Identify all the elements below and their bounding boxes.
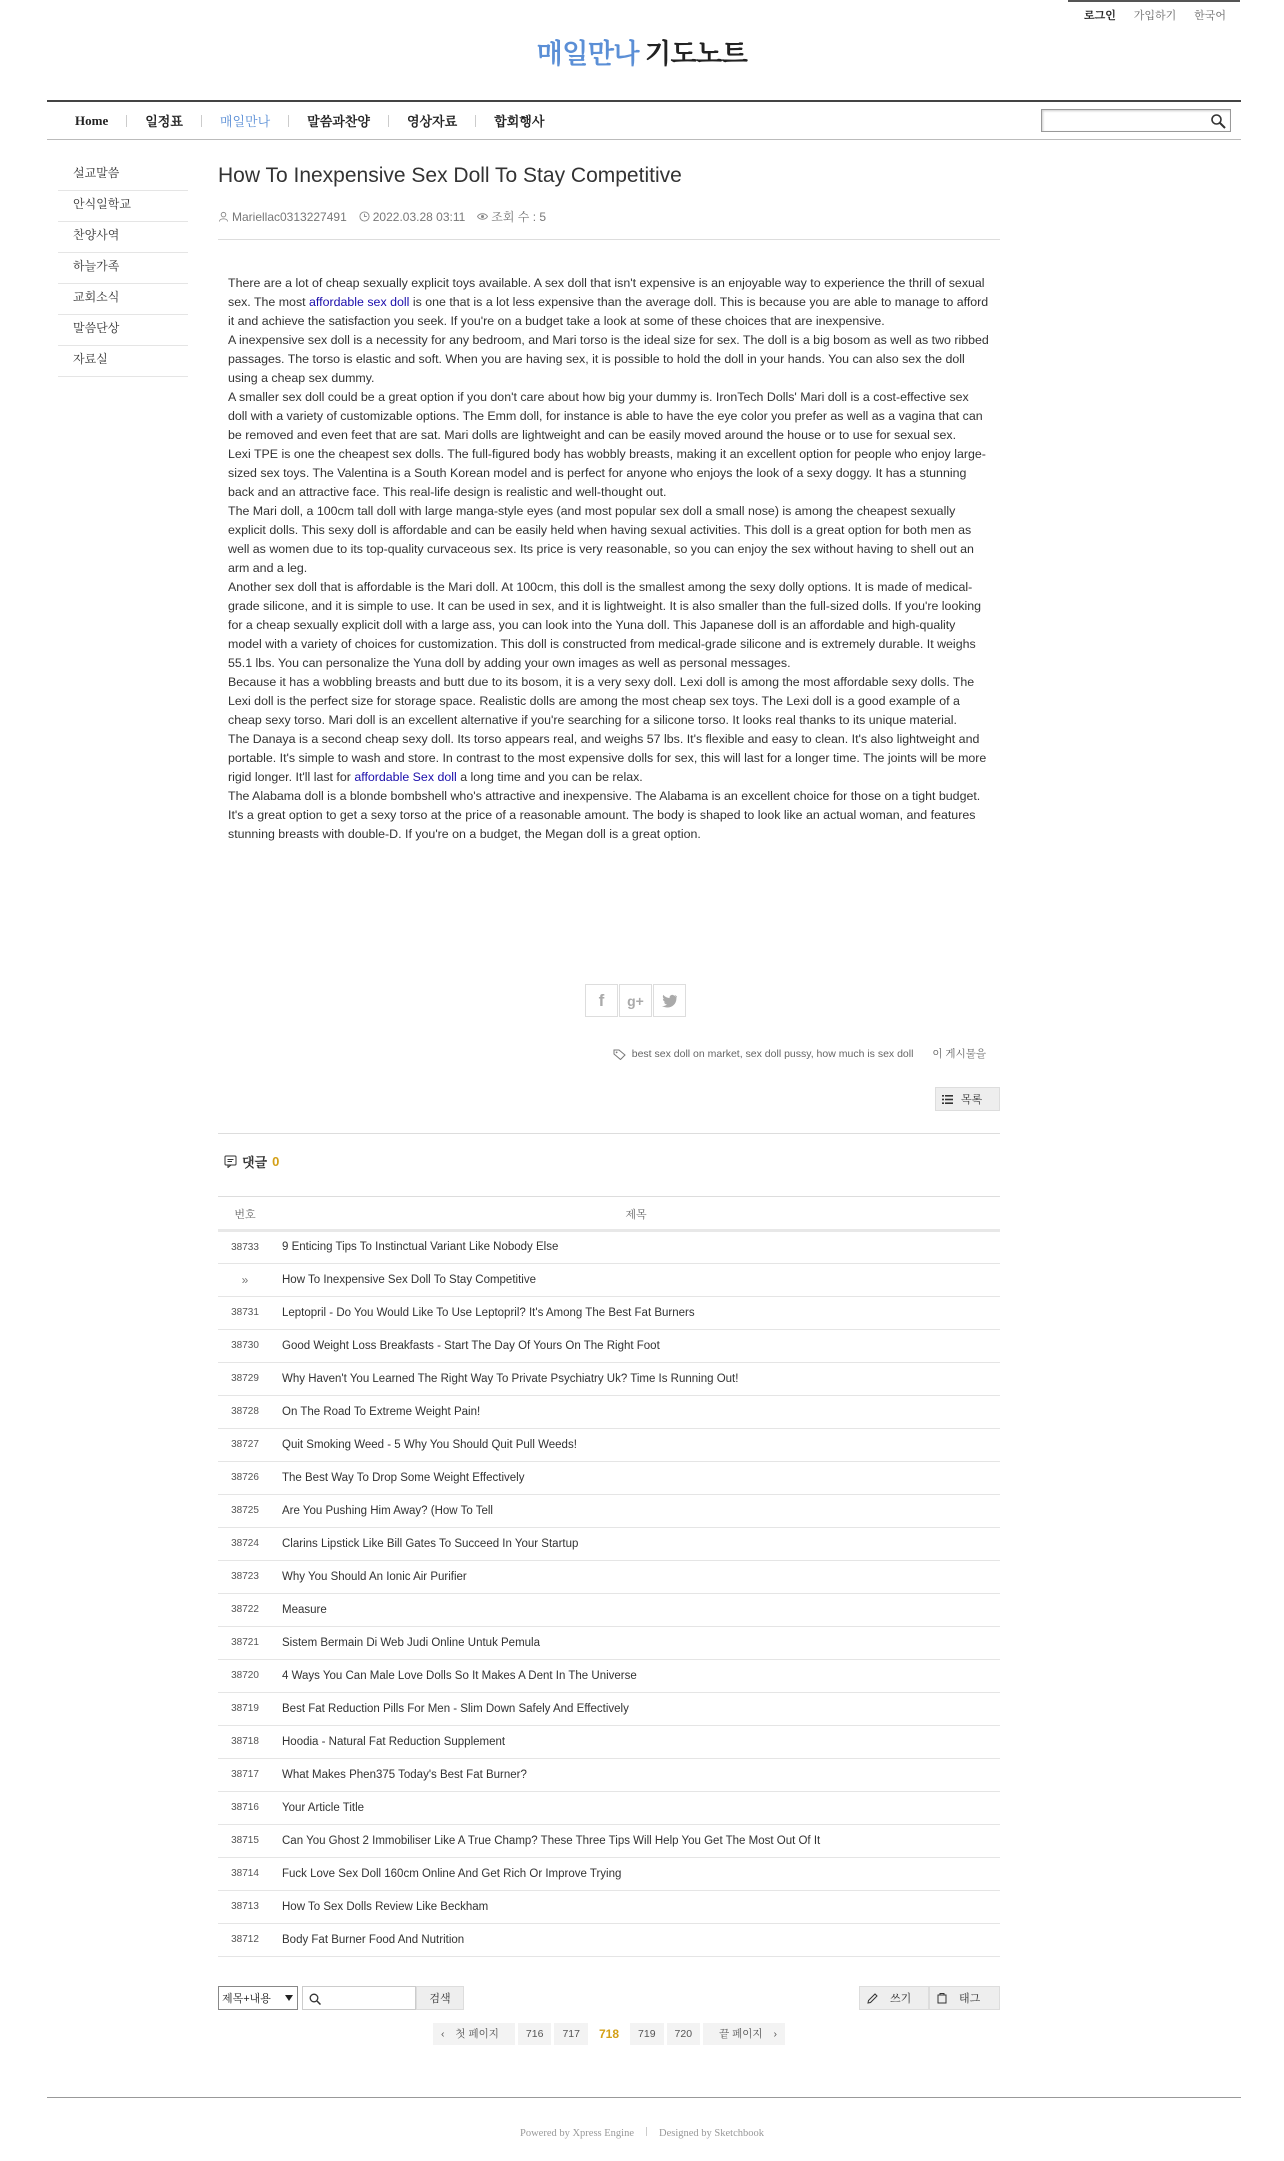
divider xyxy=(218,1196,1000,1197)
row-number: 38730 xyxy=(218,1329,272,1362)
tag-icon xyxy=(613,1049,626,1060)
sidebar-item-archive[interactable]: 자료실 xyxy=(58,346,188,377)
search-icon xyxy=(309,1993,321,2005)
table-row[interactable] xyxy=(218,1890,1000,1923)
row-title-link[interactable]: How To Inexpensive Sex Doll To Stay Competitive xyxy=(272,1263,1000,1296)
comments-header xyxy=(224,1152,279,1171)
row-title-link[interactable]: The Best Way To Drop Some Weight Effectively xyxy=(272,1461,1000,1494)
page-716[interactable]: 716 xyxy=(518,2023,552,2045)
post-paragraph: A smaller sex doll could be a great option if you don't care about how big your dummy is. IronTech Dolls' Mari doll is a cost-effective sex doll with a variety of customizable options. The Emm doll, for instance is able to have the eye color you prefer as well as a vagina that can be removed and even feet that are sat. Mari dolls are lightweight and can be easily moved around the house or to use for sexual sex. xyxy=(228,390,983,442)
nav-item-schedule[interactable] xyxy=(108,111,183,130)
row-title-link[interactable]: Are You Pushing Him Away? (How To Tell xyxy=(272,1494,1000,1527)
column-header-number: 번호 xyxy=(218,1200,272,1230)
pencil-icon xyxy=(867,1993,878,2004)
table-row[interactable] xyxy=(218,1329,1000,1362)
post-paragraph: There are a lot of cheap sexually explicit toys available. A sex doll that isn't expensive is an enjoyable way to experience the thrill of sexual sex. The most affordable sex doll is one that is a lot less expensive than the average doll. This is because you are able to manage to afford it and achieve the satisfaction you seek. If you're on a budget take a look at some of these choices that are inexpensive. xyxy=(228,276,989,328)
logo-dark-text: 기도노트 xyxy=(645,39,748,69)
table-row[interactable] xyxy=(218,1791,1000,1824)
board-controls xyxy=(218,1986,1000,2010)
post-body xyxy=(218,240,1000,844)
nav-item-events[interactable] xyxy=(457,111,544,130)
post-meta xyxy=(218,208,1000,240)
row-title-link[interactable]: 9 Enticing Tips To Instinctual Variant Like Nobody Else xyxy=(272,1230,1000,1263)
nav-label: 영상자료 xyxy=(406,114,458,129)
post-title[interactable]: How To Inexpensive Sex Doll To Stay Competitive xyxy=(218,164,682,187)
row-title-link[interactable]: What Makes Phen375 Today's Best Fat Burner? xyxy=(272,1758,1000,1791)
table-row[interactable] xyxy=(218,1857,1000,1890)
nav-item-video[interactable] xyxy=(370,111,457,130)
row-title-link[interactable]: Why You Should An Ionic Air Purifier xyxy=(272,1560,1000,1593)
nav-label: Home xyxy=(75,112,109,128)
post-views xyxy=(477,208,546,225)
post-tags xyxy=(218,1046,1000,1061)
search-icon[interactable] xyxy=(1210,113,1226,129)
site-search xyxy=(1041,109,1231,132)
user-icon xyxy=(218,211,229,222)
post-paragraph: Because it has a wobbling breasts and butt due to its bosom, it is a very sexy doll. Lexi doll is among the most affordable sexy dolls. The Lexi doll is the perfect size for storage space. Realistic dolls are among the most cheap sex toys. The Lexi doll is a good example of a cheap sexy torso. Mari doll is an excellent alternative if you're searching for a silicone torso. It looks real thanks to its unique material. xyxy=(228,675,975,727)
login-link[interactable]: 로그인 xyxy=(1084,10,1116,22)
row-title-link[interactable]: 4 Ways You Can Male Love Dolls So It Makes A Dent In The Universe xyxy=(272,1659,1000,1692)
row-number: 38733 xyxy=(218,1230,272,1263)
nav-item-daily-manna[interactable] xyxy=(183,111,270,130)
row-title-link[interactable]: Fuck Love Sex Doll 160cm Online And Get Rich Or Improve Trying xyxy=(272,1857,1000,1890)
search-target-select[interactable] xyxy=(218,1986,298,2010)
board-table xyxy=(218,1200,1000,1957)
tag-bag-icon xyxy=(937,1992,947,2004)
table-row[interactable] xyxy=(218,1428,1000,1461)
row-title-link[interactable]: Can You Ghost 2 Immobiliser Like A True Champ? These Three Tips Will Help You Get The Most Out Of It xyxy=(272,1824,1000,1857)
page-717[interactable]: 717 xyxy=(554,2023,588,2045)
row-number: 38718 xyxy=(218,1725,272,1758)
table-row[interactable] xyxy=(218,1560,1000,1593)
sidebar-item-sermon[interactable]: 설교말씀 xyxy=(58,160,188,191)
post-paragraph: The Mari doll, a 100cm tall doll with large manga-style eyes (and most popular sex doll a small nose) is among the cheapest sexually explicit dolls. This sexy doll is affordable and can be easily held when having sexual activities. This doll is a great option for both men as well as women due to its top-quality curvaceous sex. Its price is very reasonable, so you can enjoy the sex without having to shell out an arm and a leg. xyxy=(228,504,974,575)
nav-item-word-praise[interactable] xyxy=(270,111,370,130)
page-720[interactable]: 720 xyxy=(667,2023,701,2045)
table-row[interactable] xyxy=(218,1263,1000,1296)
nav-label: 말씀과찬양 xyxy=(307,114,370,129)
clock-icon xyxy=(359,211,370,222)
row-title-link[interactable]: Measure xyxy=(272,1593,1000,1626)
row-number: 38716 xyxy=(218,1791,272,1824)
tag-button[interactable] xyxy=(929,1986,1000,2010)
row-number: 38727 xyxy=(218,1428,272,1461)
table-row[interactable] xyxy=(218,1395,1000,1428)
row-title-link[interactable]: Why Haven't You Learned The Right Way To Private Psychiatry Uk? Time Is Running Out! xyxy=(272,1362,1000,1395)
table-row[interactable] xyxy=(218,1659,1000,1692)
row-number: 38715 xyxy=(218,1824,272,1857)
google-plus-icon[interactable]: g+ xyxy=(619,984,652,1017)
page-719[interactable]: 719 xyxy=(630,2023,664,2045)
row-number: 38723 xyxy=(218,1560,272,1593)
share-buttons xyxy=(585,984,686,1017)
logo-blue-text: 매일만나 xyxy=(536,39,639,69)
post-date xyxy=(359,208,466,225)
board-header-row xyxy=(218,1200,1000,1230)
affordable-sex-doll-link[interactable]: affordable sex doll xyxy=(309,295,410,309)
row-title-link[interactable]: Your Article Title xyxy=(272,1791,1000,1824)
row-number: » xyxy=(218,1263,272,1296)
table-row[interactable] xyxy=(218,1461,1000,1494)
designed-by-link[interactable]: Designed by Sketchbook xyxy=(659,2128,765,2139)
post-paragraph: The Danaya is a second cheap sexy doll. Its torso appears real, and weighs 57 lbs. It's flexible and easy to clean. It's also lightweight and portable. It's simple to wash and store. In contrast to the most expensive dolls for sex, this will last for a longer time. The joints will be more rigid longer. It'll last for affordable Sex doll a long time and you can be relax. xyxy=(228,732,987,784)
list-button[interactable] xyxy=(935,1087,1000,1111)
row-number: 38731 xyxy=(218,1296,272,1329)
nav-label: 합회행사 xyxy=(494,114,545,129)
row-title-link[interactable]: Sistem Bermain Di Web Judi Online Untuk Pemula xyxy=(272,1626,1000,1659)
nav-label: 매일만나 xyxy=(219,114,271,129)
footer xyxy=(0,2127,1284,2139)
table-row[interactable] xyxy=(218,1230,1000,1263)
footer-divider-bar xyxy=(646,2127,647,2136)
main-content xyxy=(218,160,1000,2041)
post-author-name: Mariellac0313227491 xyxy=(232,209,347,224)
table-row[interactable] xyxy=(218,1725,1000,1758)
row-number: 38729 xyxy=(218,1362,272,1395)
row-title-link[interactable]: Hoodia - Natural Fat Reduction Supplement xyxy=(272,1725,1000,1758)
row-number: 38724 xyxy=(218,1527,272,1560)
table-row[interactable] xyxy=(218,1923,1000,1956)
eye-icon xyxy=(477,211,488,222)
post-date-text: 2022.03.28 03:11 xyxy=(372,209,466,224)
row-title-link[interactable]: Body Fat Burner Food And Nutrition xyxy=(272,1923,1000,1956)
sidebar-item-news[interactable]: 교회소식 xyxy=(58,284,188,315)
nav-divider xyxy=(288,115,289,127)
row-number: 38720 xyxy=(218,1659,272,1692)
search-button[interactable]: 검색 xyxy=(416,1986,464,2010)
row-number: 38717 xyxy=(218,1758,272,1791)
twitter-icon[interactable] xyxy=(653,984,686,1017)
tag-list[interactable]: best sex doll on market, sex doll pussy, how much is sex doll xyxy=(631,1048,914,1060)
nav-divider xyxy=(475,115,476,127)
row-number: 38728 xyxy=(218,1395,272,1428)
first-page-button[interactable]: ‹ 첫 페이지 xyxy=(433,2023,515,2045)
row-title-link[interactable]: Leptopril - Do You Would Like To Use Leptopril? It's Among The Best Fat Burners xyxy=(272,1296,1000,1329)
table-row[interactable] xyxy=(218,1758,1000,1791)
last-page-button[interactable]: 끝 페이지 › xyxy=(703,2023,785,2045)
language-link[interactable]: 한국어 xyxy=(1194,10,1226,22)
row-number: 38712 xyxy=(218,1923,272,1956)
post-paragraph: A inexpensive sex doll is a necessity for any bedroom, and Mari torso is the ideal size for sex. The doll is a big bosom as well as two ribbed passages. The torso is elastic and soft. When you are having sex, it is possible to hold the doll in your hands. You can also sex the doll using a cheap sex dummy. xyxy=(228,333,989,385)
facebook-icon[interactable]: f xyxy=(585,984,618,1017)
row-number: 38714 xyxy=(218,1857,272,1890)
divider xyxy=(218,1133,1000,1134)
comments-label: 댓글 xyxy=(242,1155,268,1170)
row-title-link[interactable]: Best Fat Reduction Pills For Men - Slim Down Safely And Effectively xyxy=(272,1692,1000,1725)
sidebar-item-praise[interactable]: 찬양사역 xyxy=(58,222,188,253)
site-logo[interactable] xyxy=(0,32,1284,71)
nav-divider xyxy=(201,115,202,127)
comment-icon xyxy=(224,1155,237,1168)
write-button-label: 쓰기 xyxy=(890,1993,912,2005)
table-row[interactable] xyxy=(218,1527,1000,1560)
signup-link[interactable]: 가입하기 xyxy=(1133,10,1177,22)
table-row[interactable] xyxy=(218,1626,1000,1659)
list-icon xyxy=(942,1095,953,1104)
post-paragraph: Another sex doll that is affordable is the Mari doll. At 100cm, this doll is the smallest among the sexy dolly options. It is made of medical-grade silicone, and it is simple to use. It can be used in sex, and it is lightweight. It is also smaller than the full-sized dolls. If you're looking for a cheap sexually explicit doll with a large ass, you can look into the Yuna doll. This Japanese doll is an affordable and high-quality model with a variety of choices for customization. This doll is constructed from medical-grade silicone and is extremely durable. It weighs 55.1 lbs. You can personalize the Yuna doll by adding your own images as well as personal messages. xyxy=(228,580,982,670)
row-title-link[interactable]: Clarins Lipstick Like Bill Gates To Succeed In Your Startup xyxy=(272,1527,1000,1560)
nav-label: 일정표 xyxy=(145,114,183,129)
sidebar-item-sabbath-school[interactable]: 안식일학교 xyxy=(58,191,188,222)
footer-divider xyxy=(47,2097,1241,2098)
comments-count: 0 xyxy=(272,1154,280,1169)
write-button[interactable] xyxy=(859,1986,929,2010)
nav-item-home[interactable] xyxy=(75,113,108,129)
post-views-text: 조회 수 : 5 xyxy=(491,210,547,224)
sidebar-item-reflection[interactable]: 말씀단상 xyxy=(58,315,188,346)
table-row[interactable] xyxy=(218,1362,1000,1395)
row-number: 38713 xyxy=(218,1890,272,1923)
other-posts-link[interactable]: 이 게시물을 xyxy=(932,1048,986,1060)
row-number: 38725 xyxy=(218,1494,272,1527)
nav-divider xyxy=(388,115,389,127)
site-search-input[interactable] xyxy=(1042,110,1202,131)
sidebar xyxy=(58,160,188,377)
row-title-link[interactable]: Quit Smoking Weed - 5 Why You Should Quit Pull Weeds! xyxy=(272,1428,1000,1461)
list-button-label: 목록 xyxy=(961,1094,983,1106)
powered-by-link[interactable]: Powered by Xpress Engine xyxy=(519,2128,635,2139)
row-number: 38719 xyxy=(218,1692,272,1725)
row-number: 38726 xyxy=(218,1461,272,1494)
post-paragraph: Lexi TPE is one the cheapest sex dolls. The full-figured body has wobbly breasts, making it an excellent option for people who enjoy large-sized sex toys. The Valentina is a South Korean model and is perfect for anyone who enjoys the look of a sexy doggy. It has a stunning back and an attractive face. This real-life design is realistic and well-thought out. xyxy=(228,447,986,499)
table-row[interactable] xyxy=(218,1593,1000,1626)
pagination xyxy=(218,2023,1000,2045)
tag-button-label: 태그 xyxy=(959,1993,981,2005)
sidebar-item-family[interactable]: 하늘가족 xyxy=(58,253,188,284)
table-row[interactable] xyxy=(218,1296,1000,1329)
row-title-link[interactable]: Good Weight Loss Breakfasts - Start The Day Of Yours On The Right Foot xyxy=(272,1329,1000,1362)
search-target-value: 제목+내용 xyxy=(222,1993,271,2005)
utility-bar xyxy=(1068,0,1240,24)
post-paragraph: The Alabama doll is a blonde bombshell who's attractive and inexpensive. The Alabama is an excellent choice for those on a tight budget. It's a great option to get a sexy torso at the price of a reasonable amount. The body is shaped to look like an actual woman, and features stunning breasts with double-D. If you're on a budget, the Megan doll is a great option. xyxy=(228,789,981,841)
main-nav xyxy=(47,100,1241,140)
affordable-sex-doll-link-2[interactable]: affordable Sex doll xyxy=(354,770,457,784)
nav-divider xyxy=(126,115,127,127)
row-number: 38721 xyxy=(218,1626,272,1659)
row-title-link[interactable]: How To Sex Dolls Review Like Beckham xyxy=(272,1890,1000,1923)
table-row[interactable] xyxy=(218,1824,1000,1857)
page-current[interactable]: 718 xyxy=(591,2023,627,2045)
table-row[interactable] xyxy=(218,1494,1000,1527)
table-row[interactable] xyxy=(218,1692,1000,1725)
row-title-link[interactable]: On The Road To Extreme Weight Pain! xyxy=(272,1395,1000,1428)
chevron-down-icon xyxy=(285,1995,293,2001)
board-search-input[interactable] xyxy=(302,1986,416,2010)
row-number: 38722 xyxy=(218,1593,272,1626)
column-header-title[interactable]: 제목 xyxy=(272,1200,1000,1230)
post-author[interactable] xyxy=(218,208,347,225)
